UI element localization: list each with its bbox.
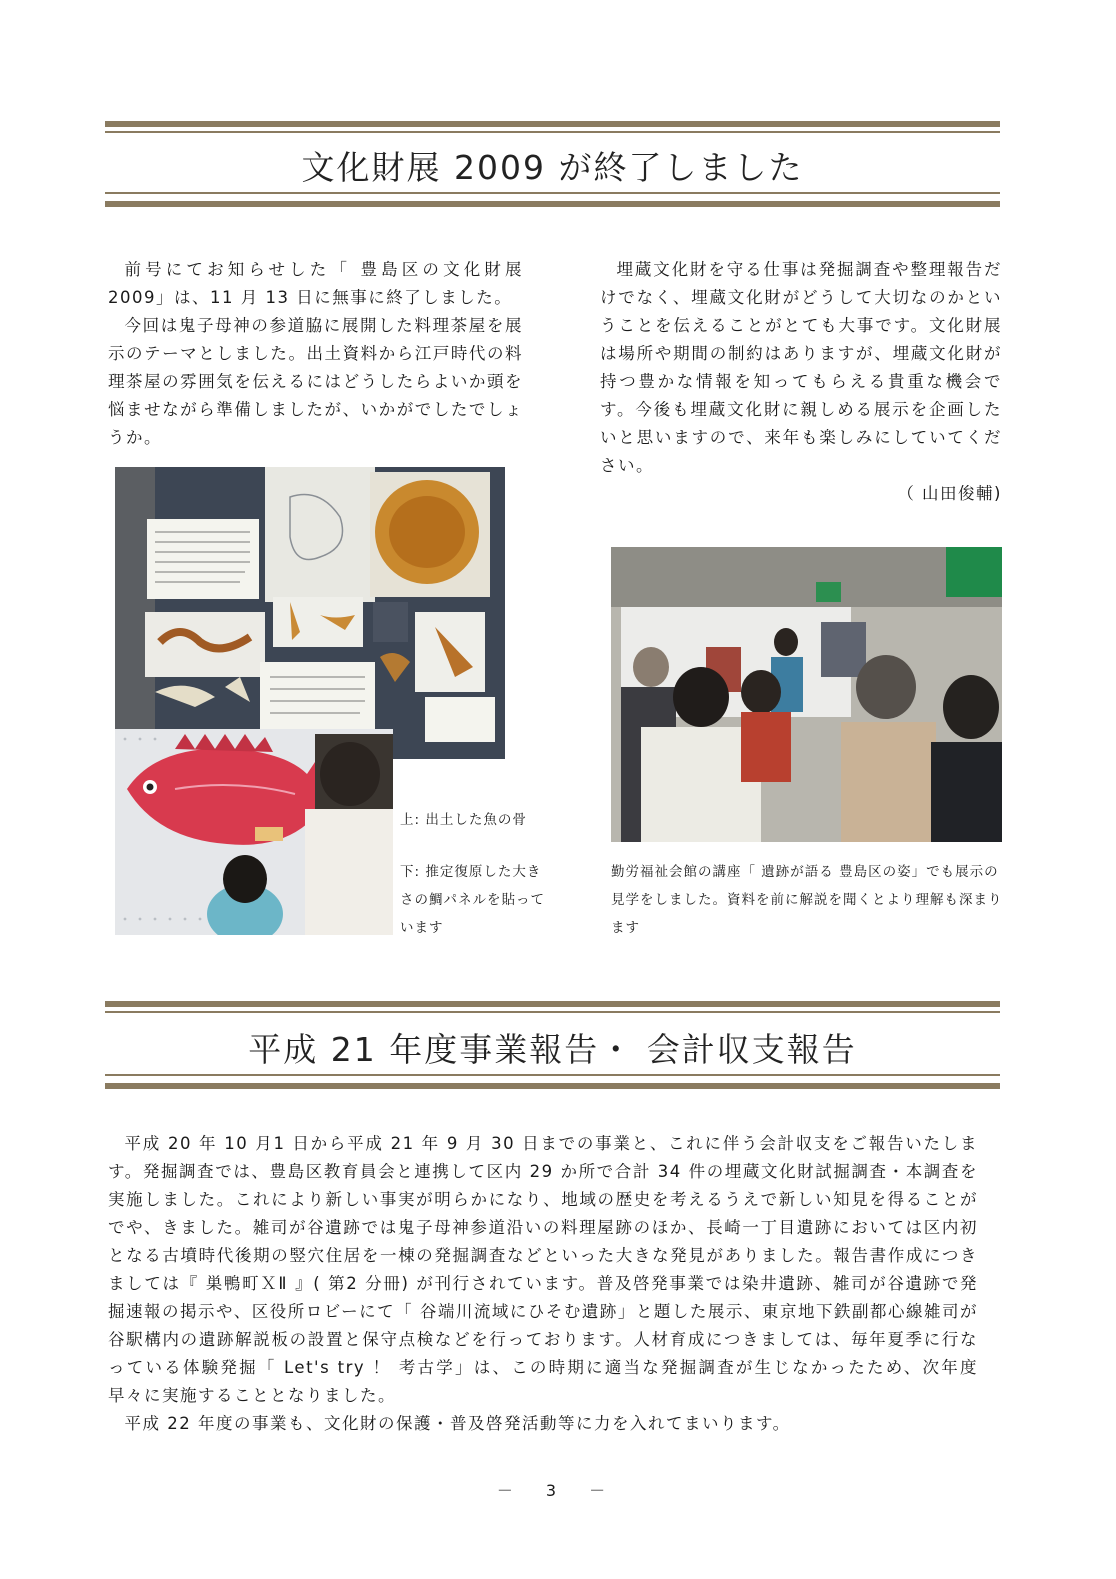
header-rule-top (105, 121, 1000, 127)
paragraph: 埋蔵文化財を守る仕事は発掘調査や整理報告だけでなく、埋蔵文化財がどうして大切なのかということを伝えることがとても大事です。文化財展は場所や期間の制約はありますが、埋蔵文化財が持つ豊かな情報を知ってもらえる貴重な機会です。今後も埋蔵文化財に親しめる展示を企画したいと思いますので、来年も楽しみにしていてください。 (600, 260, 1002, 475)
fish-bones-photo (115, 467, 505, 759)
paragraph: 平成 20 年 10 月1 日から平成 21 年 9 月 30 日までの事業と、これに伴う会計収支をご報告いたします。発掘調査では、豊島区教育員会と連携して区内 29 か所で合計 34 件の埋蔵文化財試掘調査・本調査を実施しました。これにより新しい事実が明らかになり、地域の歴史を考えるうえで新しい知見を得ることがでや、きました。雑司が谷遺跡では鬼子母神参道沿いの料理屋跡のほか、長崎一丁目遺跡においては区内初となる古墳時代後期の竪穴住居を一棟の発掘調査などといった大きな発見がありました。報告書作成につきましては『 巣鴨町ＸⅡ 』( 第2 分冊) が刊行されています。普及啓発事業では染井遺跡、雑司が谷遺跡で発掘速報の掲示や、区役所ロビーにて「 谷端川流域にひそむ遺跡」と題した展示、東京地下鉄副都心線雑司が谷駅構内の遺跡解説板の設置と保守点検などを行っております。人材育成につきましては、毎年夏季に行なっている体験発掘「 Let's try ！ 考古学」は、この時期に適当な発掘調査が生じなかったため、次年度早々に実施することとなりました。 (108, 1134, 979, 1405)
author-signature: （ 山田俊輔) (897, 484, 1002, 503)
exhibition-report-right (600, 256, 1002, 508)
section-title-exhibition: 文化財展 2009 が終了しました (301, 148, 804, 187)
section-title-annual-report: 平成 21 年度事業報告・ 会計収支報告 (248, 1030, 857, 1069)
header-rule-bottom-thin (105, 192, 1000, 194)
annual-report-body (108, 1130, 978, 1438)
exhibition-report-left (108, 256, 523, 452)
header-rule-bottom-thin (105, 1074, 1000, 1076)
header-rule-bottom (105, 201, 1000, 207)
paragraph: 平成 22 年度の事業も、文化財の保護・普及啓発活動等に力を入れてまいります。 (124, 1414, 791, 1433)
caption-sea-bream: 下: 推定復原した大きさの鯛パネルを貼っています (400, 864, 545, 936)
header-rule-top-thin (105, 131, 1000, 133)
page-number: － 3 － (496, 1481, 620, 1500)
paragraph: 前号にてお知らせした「 豊島区の文化財展 2009」は、11 月 13 日に無事に終了しました。 (108, 260, 523, 307)
lecture-tour-photo (611, 547, 1002, 842)
caption-lecture-tour: 勤労福祉会館の講座「 遺跡が語る 豊島区の姿」でも展示の見学をしました。資料を前に解説を聞くとより理解も深まります (611, 864, 1003, 936)
header-rule-top (105, 1001, 1000, 1007)
header-rule-top-thin (105, 1011, 1000, 1013)
caption-fish-bones: 上: 出土した魚の骨 (400, 812, 527, 828)
paragraph: 今回は鬼子母神の参道脇に展開した料理茶屋を展示のテーマとしました。出土資料から江戸時代の料理茶屋の雰囲気を伝えるにはどうしたらよいか頭を悩ませながら準備しましたが、いかがでしたでしょうか。 (108, 316, 523, 447)
header-rule-bottom (105, 1083, 1000, 1089)
sea-bream-panel-photo (115, 729, 393, 935)
